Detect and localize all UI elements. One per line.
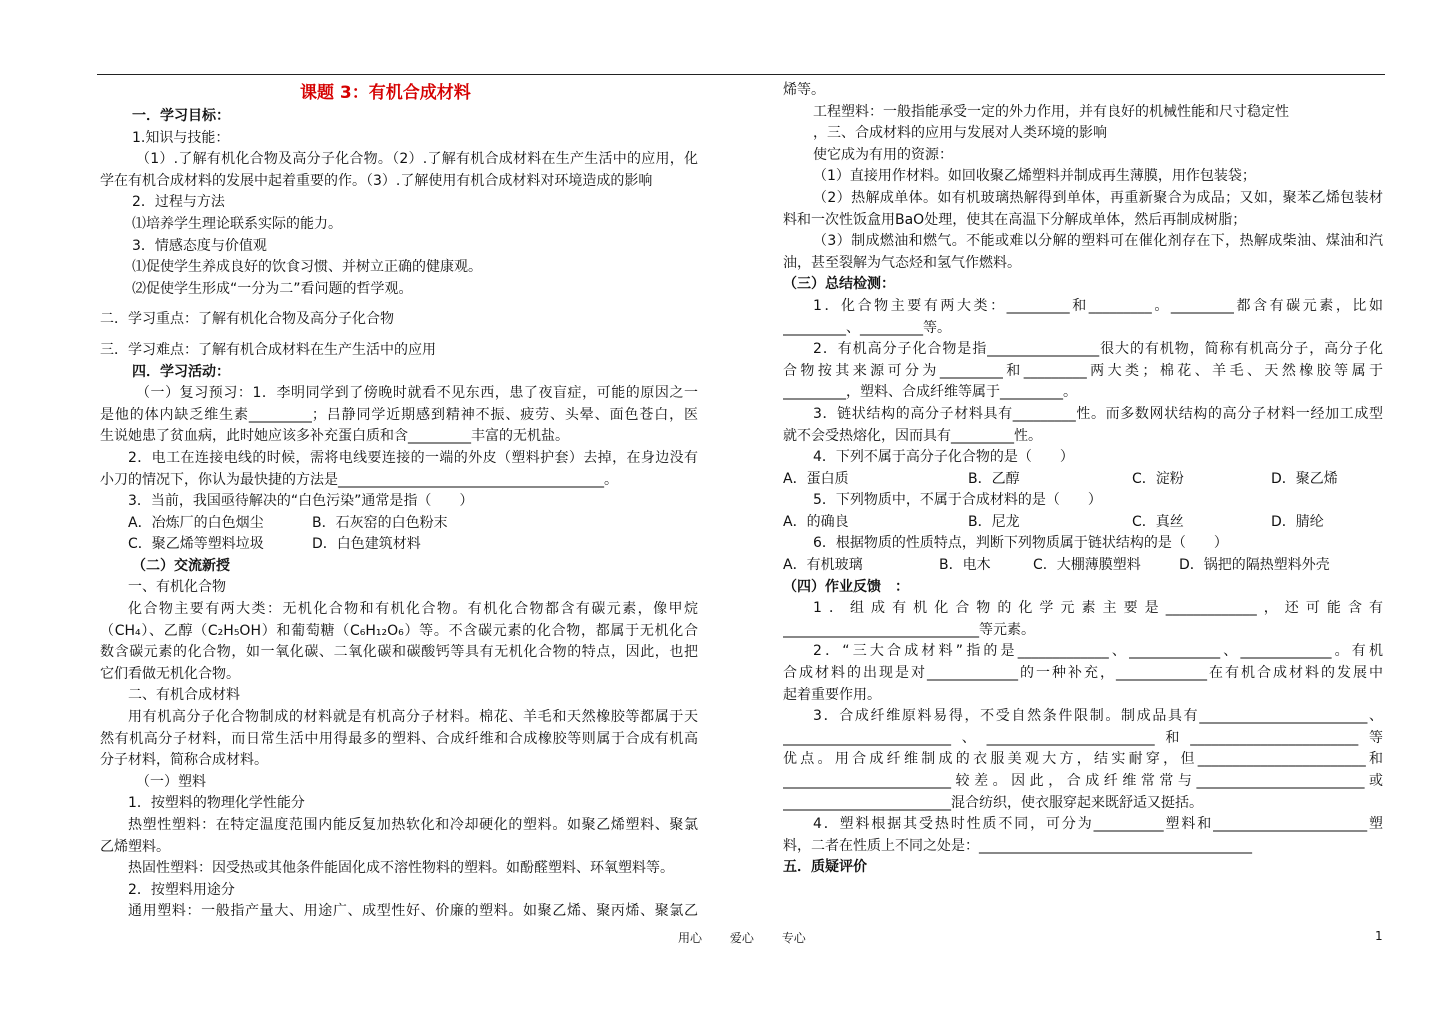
paragraph-line: （2）热解成单体。如有机玻璃热解得到单体，再重新聚合为成品；又如，聚苯乙烯包装材 — [813, 189, 1383, 206]
paragraph-line: 分子材料，简称合成材料。 — [100, 752, 268, 769]
right-column — [783, 80, 1383, 879]
paragraph-line: ，三、合成材料的应用与发展对人类环境的影响 — [813, 125, 1107, 142]
question-line: 小刀的情况下，你认为最快捷的方法是______________________________________。 — [100, 471, 618, 488]
question-line: 3．当前，我国亟待解决的“白色污染”通常是指（ ） — [128, 493, 474, 510]
question-line: 是他的体内缺乏维生素_________；吕静同学近期感到精神不振、疲劳、头晕、面色苍白，医 — [100, 406, 698, 423]
option-row — [128, 513, 698, 535]
paragraph-line: 2．按塑料用途分 — [128, 881, 235, 898]
paragraph-line: 用有机高分子化合物制成的材料就是有机高分子材料。棉花、羊毛和天然橡胶等都属于天 — [128, 709, 698, 726]
paragraph-line: 1.知识与技能： — [132, 129, 230, 146]
paragraph-line: 油，甚至裂解为气态烃和氢气作燃料。 — [783, 254, 1021, 271]
question-line: 1．化合物主要有两大类：_________和_________。_________都含有碳元素，比如 — [813, 297, 1383, 314]
option: C．聚乙烯等塑料垃圾 — [128, 536, 264, 553]
option: C．大棚薄膜塑料 — [1033, 557, 1141, 574]
header-rule — [97, 74, 1385, 75]
section-heading: 三．学习难点：了解有机合成材料在生产生活中的应用 — [100, 341, 436, 358]
option: A．的确良 — [783, 513, 849, 530]
paragraph-line: ⑴促使学生养成良好的饮食习惯、并树立正确的健康观。 — [132, 259, 482, 276]
paragraph-line: 数含碳元素的化合物，如一氧化碳、二氧化碳和碳酸钙等具有无机化合物的特点，因此，也把 — [100, 644, 698, 661]
paragraph-line: 烯等。 — [783, 82, 825, 98]
option: B．尼龙 — [968, 513, 1020, 530]
question-line: _________，塑料、合成纤维等属于_________。 — [783, 384, 1077, 401]
option-row — [783, 469, 1383, 491]
paragraph-line: 工程塑料：一般指能承受一定的外力作用，并有良好的机械性能和尺寸稳定性 — [813, 103, 1289, 120]
question-line: 料，二者在性质上不同之处是：_______________________________________ — [783, 837, 1252, 854]
option-row — [783, 555, 1383, 577]
question-line: 合成材料的出现是对_____________的一种补充，_____________在有机合成材料的发展中 — [783, 665, 1383, 682]
question-line: 2．有机高分子化合物是指________________很大的有机物，简称有机高分子，高分子化 — [813, 341, 1383, 358]
option: D．腈纶 — [1271, 513, 1324, 530]
option: A．有机玻璃 — [783, 557, 863, 574]
paragraph-line: ⑴培养学生理论联系实际的能力。 — [132, 215, 342, 232]
option: D．锅把的隔热塑料外壳 — [1179, 557, 1330, 574]
section-heading: 四．学习活动： — [132, 363, 230, 380]
question-line: 5．下列物质中，不属于合成材料的是（ ） — [813, 492, 1102, 509]
option-row — [783, 512, 1383, 534]
paragraph-line: 通用塑料：一般指产量大、用途广、成型性好、价廉的塑料。如聚乙烯、聚丙烯、聚氯乙 — [128, 903, 698, 920]
section-heading: （二）交流新授 — [132, 557, 230, 574]
paragraph-line: 然有机高分子材料，而日常生活中用得最多的塑料、合成纤维和合成橡胶等则属于合成有机高 — [100, 730, 698, 747]
paragraph-line: 使它成为有用的资源： — [813, 146, 953, 163]
paragraph-line: （3）制成燃油和燃气。不能或难以分解的塑料可在催化剂存在下，热解成柴油、煤油和汽 — [813, 233, 1383, 250]
option: B．石灰窑的白色粉末 — [312, 514, 448, 531]
paragraph-line: 2．过程与方法 — [132, 194, 225, 211]
paragraph-line: 热塑性塑料：在特定温度范围内能反复加热软化和冷却硬化的塑料。如聚乙烯塑料、聚氯 — [128, 817, 698, 833]
question-line: 生说她患了贫血病，此时她应该多补充蛋白质和含_________丰富的无机盐。 — [100, 428, 569, 445]
paragraph-line: 化合物主要有两大类：无机化合物和有机化合物。有机化合物都含有碳元素，像甲烷 — [128, 601, 698, 618]
section-heading: 二．学习重点：了解有机化合物及高分子化合物 — [100, 311, 394, 328]
question-line: ____________________________等元素。 — [783, 621, 1035, 638]
question-line: 3．链状结构的高分子材料具有_________性。而多数网状结构的高分子材料一经加工成型 — [813, 405, 1383, 422]
question-line: 4．下列不属于高分子化合物的是（ ） — [813, 449, 1074, 466]
page-title: 课题 3：有机合成材料 — [300, 83, 471, 103]
question-line: ________________________较差。因此，合成纤维常常与________________________或 — [783, 773, 1383, 789]
option: D．聚乙烯 — [1271, 470, 1338, 487]
question-line: 4．塑料根据其受热时性质不同，可分为__________塑料和______________________塑 — [813, 816, 1383, 833]
page-number: 1 — [1375, 929, 1383, 943]
footer-text: 用心 — [678, 931, 703, 945]
paragraph-line: 料和一次性饭盒用BaO处理，使其在高温下分解成单体，然后再制成树脂； — [783, 211, 1247, 228]
question-line: 起着重要作用。 — [783, 686, 881, 703]
option: A．蛋白质 — [783, 470, 849, 487]
question-line: 合物按其来源可分为_________和_________两大类；棉花、羊毛、天然橡胶等属于 — [783, 362, 1383, 379]
question-line: 2．电工在连接电线的时候，需将电线要连接的一端的外皮（塑料护套）去掉，在身边没有 — [128, 449, 698, 466]
page-footer — [678, 929, 830, 946]
question-line: 2．“三大合成材料”指的是_____________、_____________、_____________。有机 — [813, 643, 1383, 660]
section-heading: （三）总结检测： — [783, 276, 895, 293]
paragraph-line: （CH₄）、乙醇（C₂H₅OH）和葡萄糖（C₆H₁₂O₆）等。不含碳元素的化合物，都属于无机化合 — [100, 622, 698, 639]
option-row — [128, 534, 698, 556]
left-column — [100, 80, 698, 923]
option: A．冶炼厂的白色烟尘 — [128, 514, 264, 531]
paragraph-line: 二、有机合成材料 — [128, 687, 240, 704]
paragraph-line: 它们看做无机化合物。 — [100, 665, 240, 682]
option: D．白色建筑材料 — [312, 536, 421, 553]
question-line: ________________________、________________________和________________________等 — [783, 729, 1383, 746]
footer-text: 爱心 — [729, 931, 754, 945]
question-line: 1．组成有机化合物的化学元素主要是_____________，还可能含有 — [813, 600, 1383, 617]
question-line: _________、_________等。 — [783, 319, 951, 336]
question-line: 3．合成纤维原料易得，不受自然条件限制。制成品具有________________________、 — [813, 708, 1383, 725]
option: C．真丝 — [1132, 513, 1184, 530]
paragraph-line: （一）塑料 — [136, 773, 206, 790]
section-heading: 五．质疑评价 — [783, 859, 867, 876]
paragraph-line: 一、有机化合物 — [128, 579, 226, 596]
option: B．电木 — [939, 557, 991, 574]
question-line: ________________________混合纺织，使衣服穿起来既舒适又挺括。 — [783, 794, 1203, 811]
option: B．乙醇 — [968, 470, 1020, 487]
question-line: 优点。用合成纤维制成的衣服美观大方，结实耐穿，但________________________和 — [783, 751, 1383, 768]
paragraph-line: ⑵促使学生形成“一分为二”看问题的哲学观。 — [132, 280, 413, 297]
paragraph-line: （1）.了解有机化合物及高分子化合物。（2）.了解有机合成材料在生产生活中的应用，化 — [136, 151, 698, 168]
section-heading: 一．学习目标： — [132, 108, 230, 124]
paragraph-line: 1．按塑料的物理化学性能分 — [128, 795, 305, 812]
paragraph-line: 3．情感态度与价值观 — [132, 237, 267, 254]
question-line: 6．根据物质的性质特点，判断下列物质属于链状结构的是（ ） — [813, 535, 1228, 552]
question-line: （一）复习预习：1．李明同学到了傍晚时就看不见东西，患了夜盲症，可能的原因之一 — [136, 385, 698, 402]
question-line: 就不会受热熔化，因而具有_________性。 — [783, 427, 1042, 444]
paragraph-line: 学在有机合成材料的发展中起着重要的作。（3）.了解使用有机合成材料对环境造成的影响 — [100, 172, 653, 189]
paragraph-line: 热固性塑料：因受热或其他条件能固化成不溶性物料的塑料。如酚醛塑料、环氧塑料等。 — [128, 860, 674, 877]
section-heading: （四）作业反馈 ： — [783, 578, 909, 595]
footer-text: 专心 — [781, 931, 806, 945]
paragraph-line: 乙烯塑料。 — [100, 838, 170, 855]
option: C．淀粉 — [1132, 470, 1184, 487]
paragraph-line: （1）直接用作材料。如回收聚乙烯塑料并制成再生薄膜，用作包装袋； — [813, 168, 1256, 185]
